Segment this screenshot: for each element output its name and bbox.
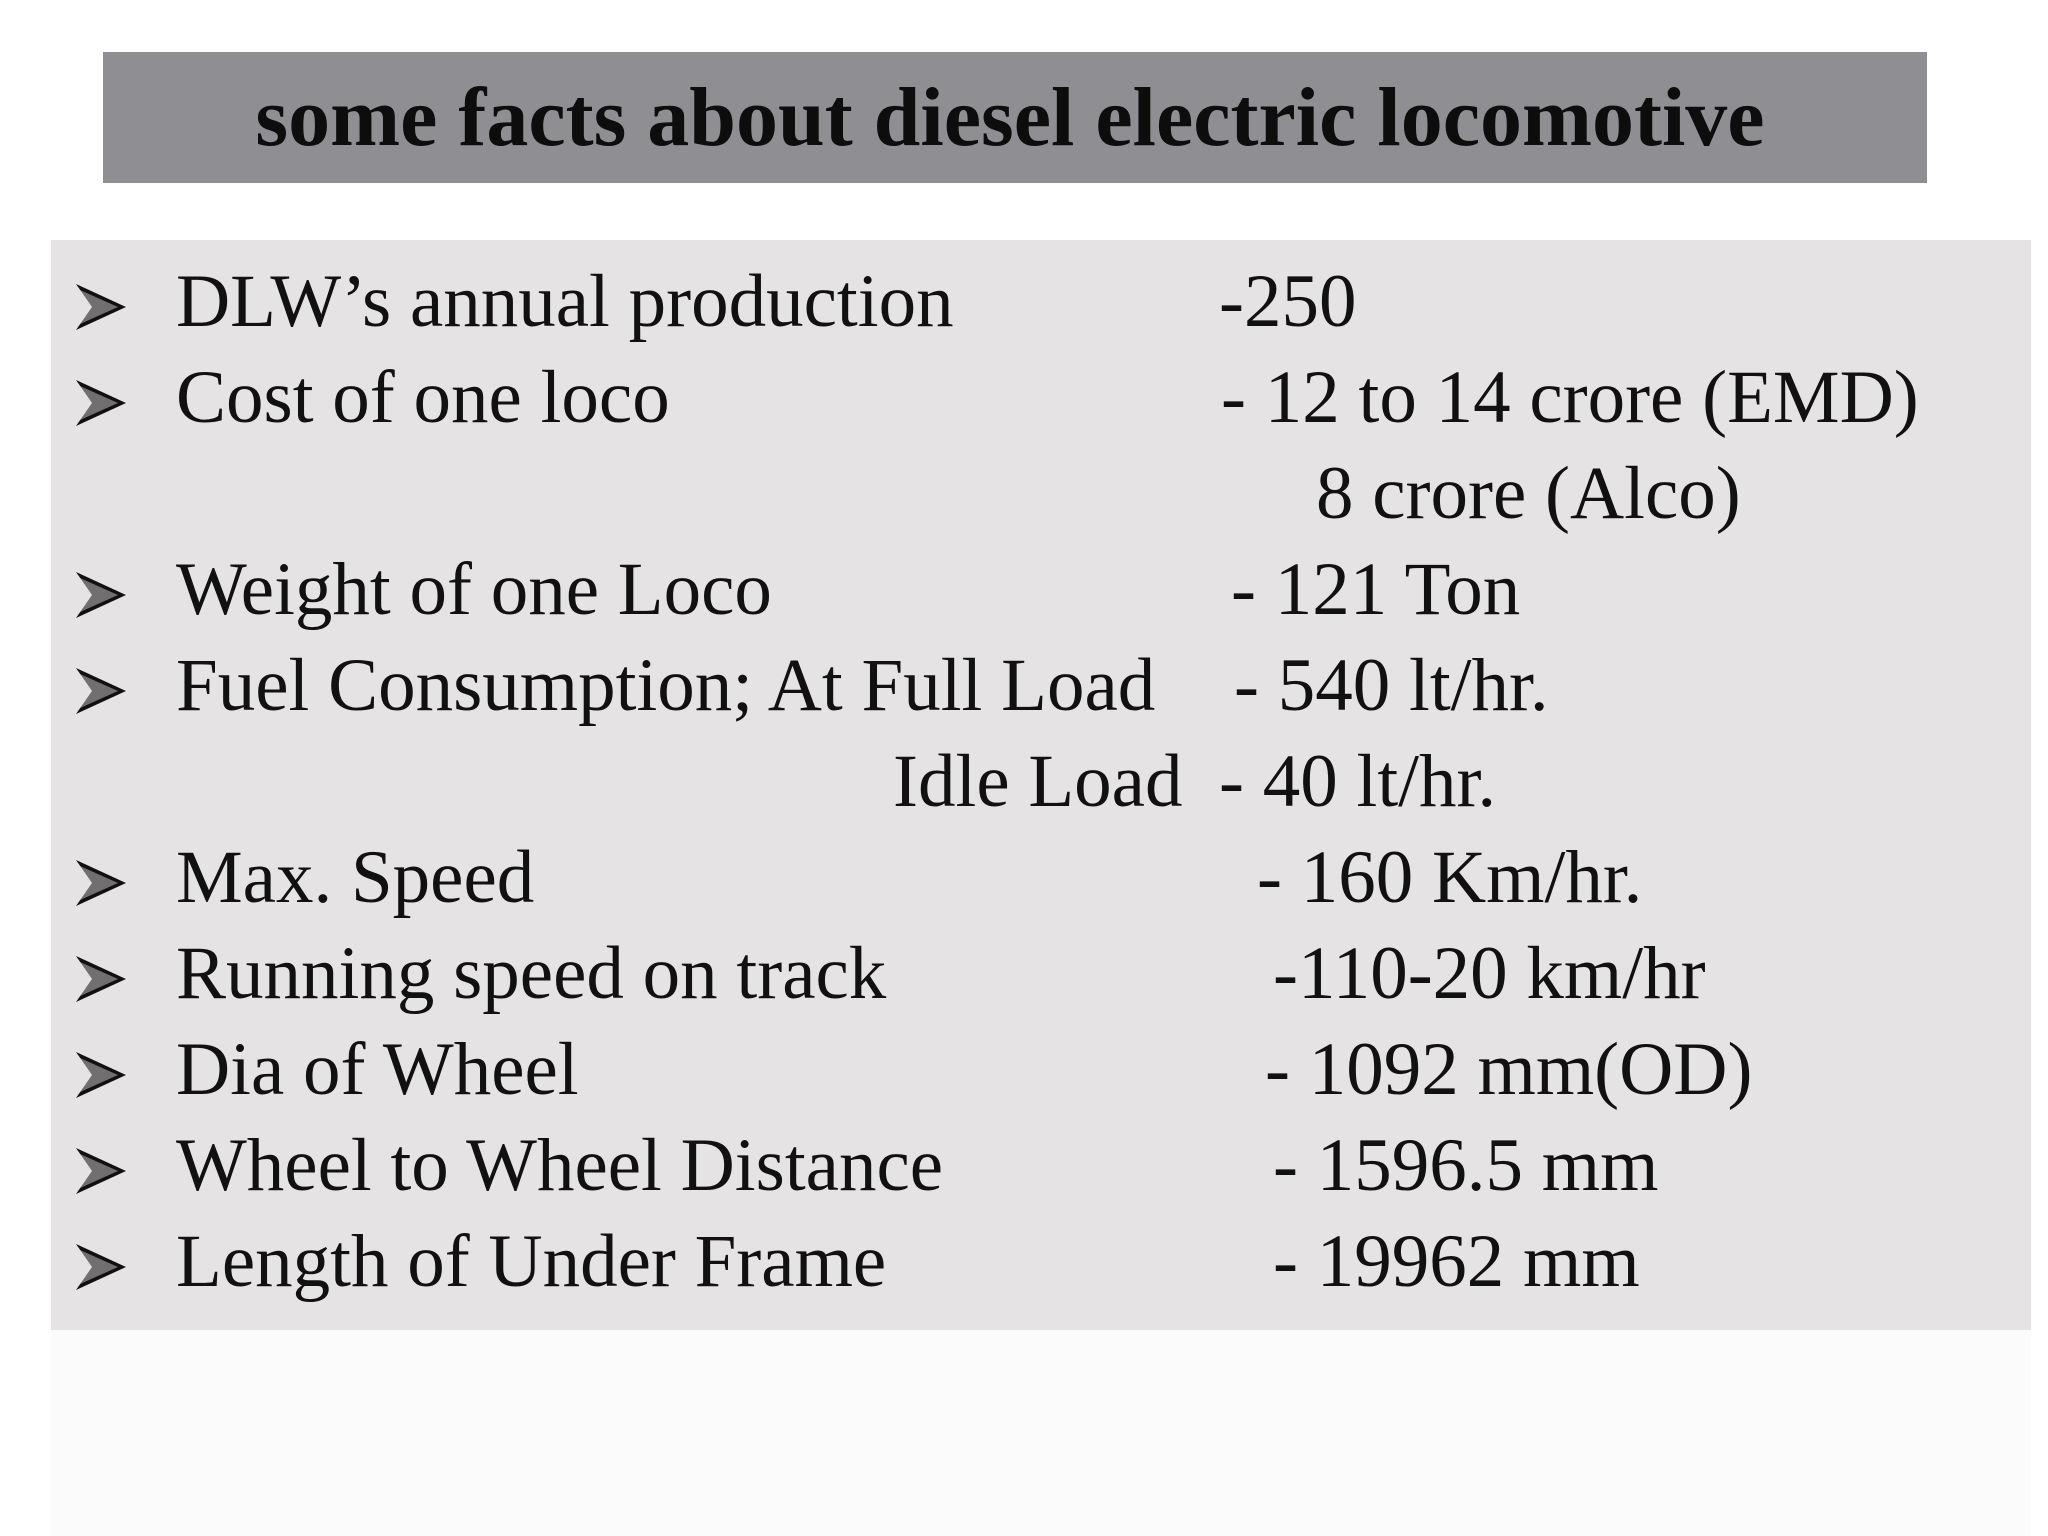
fact-row-under-frame bbox=[51, 1214, 2031, 1310]
fact-row-fuel bbox=[51, 638, 2031, 734]
fact-label: Length of Under Frame bbox=[176, 1220, 887, 1303]
fact-value: -250 bbox=[1219, 260, 1357, 343]
arrowhead-bullet-icon bbox=[74, 664, 128, 718]
fact-value: - 540 lt/hr. bbox=[1234, 644, 1549, 727]
arrowhead-bullet-icon bbox=[74, 856, 128, 910]
fact-value-continuation: 8 crore (Alco) bbox=[1316, 452, 1741, 535]
fact-label: Wheel to Wheel Distance bbox=[176, 1124, 944, 1207]
fact-label: Cost of one loco bbox=[176, 356, 670, 439]
fact-value-continuation: - 40 lt/hr. bbox=[1219, 740, 1497, 823]
fact-row-annual-production bbox=[51, 254, 2031, 350]
empty-lower-area bbox=[51, 1330, 2031, 1536]
fact-value: - 12 to 14 crore (EMD) bbox=[1221, 356, 1919, 439]
fact-row-running-speed bbox=[51, 926, 2031, 1022]
fact-row-weight bbox=[51, 542, 2031, 638]
arrowhead-bullet-icon bbox=[74, 952, 128, 1006]
fact-label-continuation: Idle Load bbox=[893, 740, 1183, 823]
title-bar bbox=[103, 52, 1927, 183]
fact-row-wheel-dia bbox=[51, 1022, 2031, 1118]
fact-row-max-speed bbox=[51, 830, 2031, 926]
fact-row-wheel-distance bbox=[51, 1118, 2031, 1214]
arrowhead-bullet-icon bbox=[74, 376, 128, 430]
fact-value: - 1092 mm(OD) bbox=[1265, 1028, 1753, 1111]
fact-value: - 121 Ton bbox=[1231, 548, 1521, 631]
fact-label: Weight of one Loco bbox=[176, 548, 772, 631]
fact-label: DLW’s annual production bbox=[176, 260, 954, 343]
arrowhead-bullet-icon bbox=[74, 1144, 128, 1198]
arrowhead-bullet-icon bbox=[74, 568, 128, 622]
fact-label: Fuel Consumption; At Full Load bbox=[176, 644, 1156, 727]
fact-value: - 160 Km/hr. bbox=[1257, 836, 1643, 919]
arrowhead-bullet-icon bbox=[74, 1240, 128, 1294]
fact-value: - 19962 mm bbox=[1273, 1220, 1640, 1303]
fact-row-fuel-idle bbox=[51, 734, 2031, 830]
fact-value: - 1596.5 mm bbox=[1273, 1124, 1659, 1207]
arrowhead-bullet-icon bbox=[74, 280, 128, 334]
slide-title: some facts about diesel electric locomotive bbox=[255, 71, 1765, 164]
fact-label: Dia of Wheel bbox=[176, 1028, 579, 1111]
facts-panel bbox=[51, 240, 2031, 1330]
fact-row-cost bbox=[51, 350, 2031, 446]
fact-value: -110-20 km/hr bbox=[1273, 932, 1706, 1015]
fact-label: Running speed on track bbox=[176, 932, 887, 1015]
fact-label: Max. Speed bbox=[176, 836, 535, 919]
fact-row-cost-continuation bbox=[51, 446, 2031, 542]
arrowhead-bullet-icon bbox=[74, 1048, 128, 1102]
